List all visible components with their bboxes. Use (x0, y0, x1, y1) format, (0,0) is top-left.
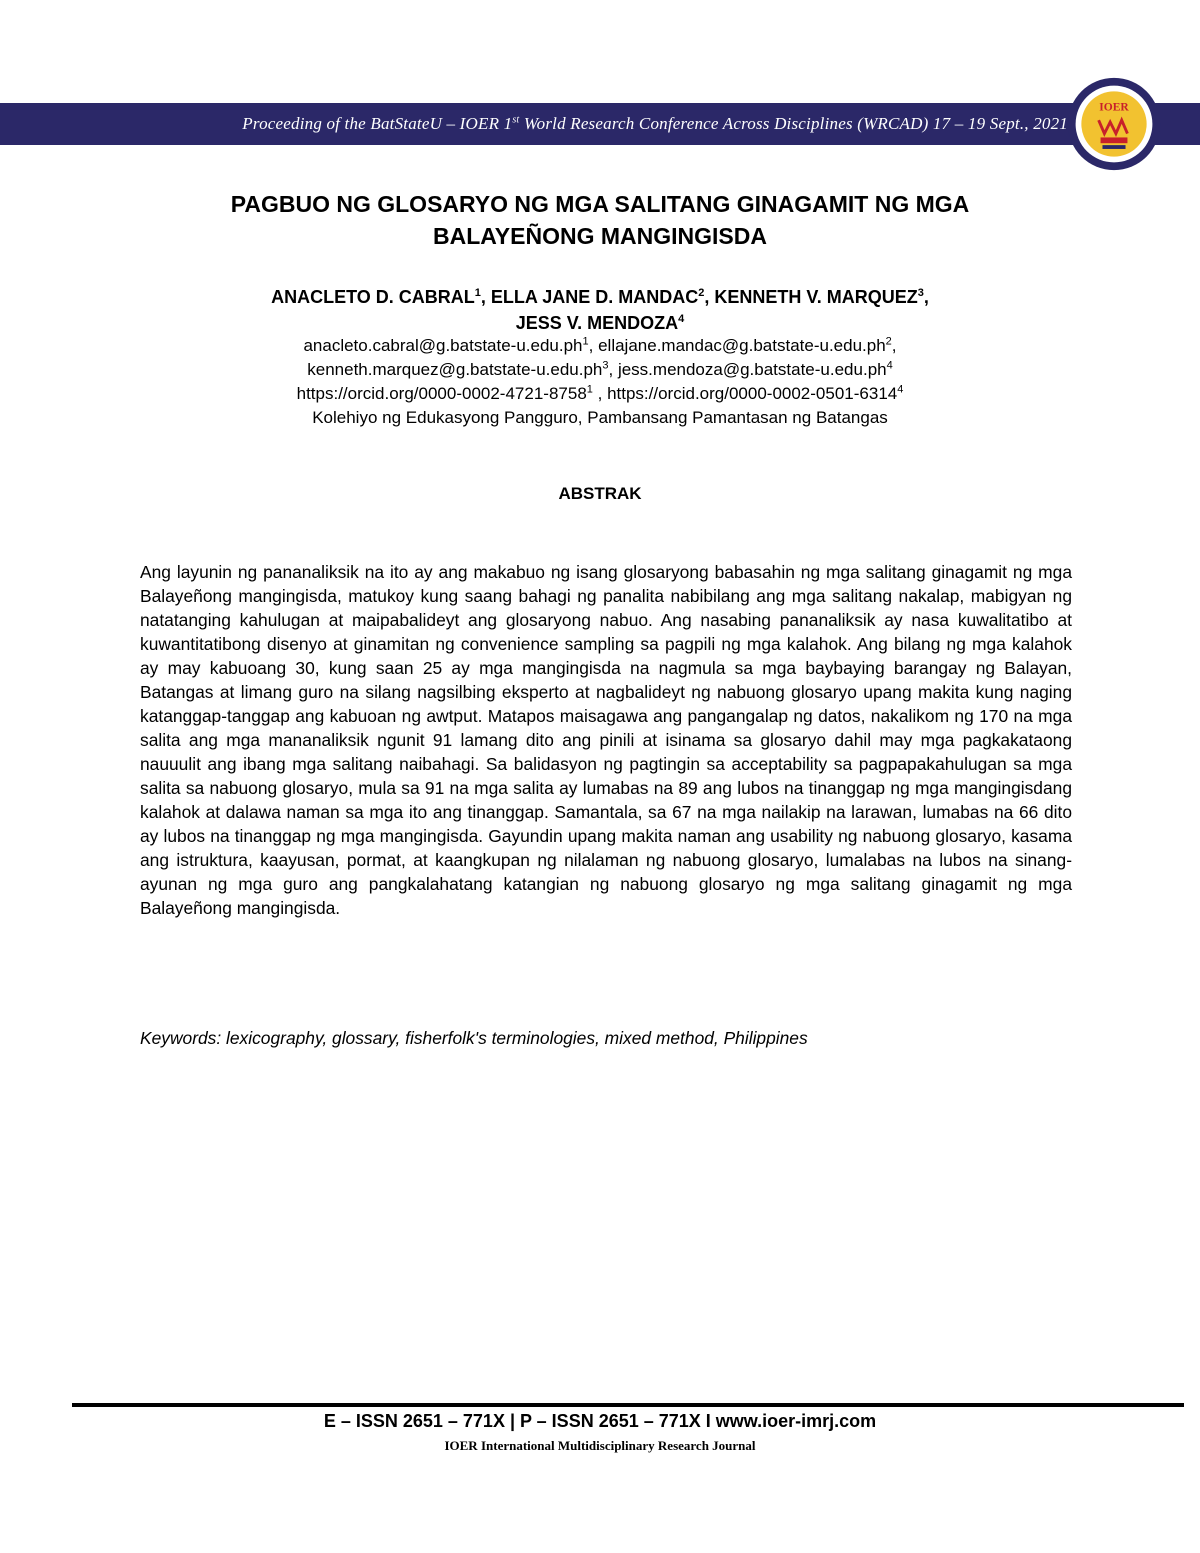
email-link[interactable]: kenneth.marquez@g.batstate-u.edu.ph (307, 360, 603, 379)
orcid-link[interactable]: https://orcid.org/0000-0002-0501-6314 (607, 384, 898, 403)
footer-divider (72, 1403, 1184, 1407)
author-list: ANACLETO D. CABRAL$^1$, ELLA JANE D. MANDAC$^2$, KENNETH V. MARQUEZ$^3$, JESS V. MENDOZA$^4$ (271, 287, 929, 333)
author-name: KENNETH V. MARQUEZ (714, 287, 918, 307)
abstract-body: Ang layunin ng pananaliksik na ito ay ang makabuo ng isang glosaryong babasahin ng mga salitang ginagamit ng mga Balayeñong mangingisda, matukoy kung saang bahagi ng panalita nabibilang ang mga salitang nakalap, mabigyan ng natatanging kahulugan at maipabalideyt ang glosaryong nabuo. Ang nasabing pananaliksik ay nasa kuwalitatibo at kuwantitatibong disenyo at ginamitan ng convenience sampling sa pagpili ng mga kalahok. Ang bilang ng mga kalahok ay may kabuoang 30, kung saan 25 ay mga mangingisda na nagmula sa mga baybaying barangay ng Balayan, Batangas at limang guro na silang nagsilbing eksperto at nagbalideyt ng nabuong glosaryo upang makita kung naging katanggap-tanggap ang kabuoan ng awtput. Matapos maisagawa ang pangangalap ng datos, nakalikom ng 170 na mga salita ang mga mananaliksik ngunit 91 lamang dito ang pinili at isinama sa glosaryo dahil may mga pagkakataong nauuulit ang ibang mga salitang naibahagi. Sa balidasyon ng pagtingin sa acceptability sa pagpapakahulugan sa mga salita sa nabuong glosaryo, mula sa 91 na mga salita ay lumabas na 89 ang lubos na tinanggap ng mga mangingisdang kalahok at dalawa naman sa mga ito ang tinanggap. Samantala, sa 67 na mga nailakip na larawan, lumabas na 66 dito ay lubos na tinanggap ng mga mangingisda. Gayundin upang makita naman ang usability ng nabuong glosaryo, kasama ang istruktura, kaayusan, pormat, at kaangkupan ng nilalaman ng nabuong glosaryo, lumalabas na lubos na sinang-ayunan ng mga guro ang pangkalahatang katangian ng nabuong glosaryo ng mga salitang ginagamit ng mga Balayeñong mangingisda. (140, 562, 1072, 918)
keywords: Keywords: lexicography, glossary, fisherfolk's terminologies, mixed method, Philippines (140, 1028, 808, 1048)
affiliation: Kolehiyo ng Edukasyong Pangguro, Pambansang Pamantasan ng Batangas (312, 408, 888, 427)
footer-issn: E – ISSN 2651 – 771X | P – ISSN 2651 – 771X I www.ioer-imrj.com (323, 1411, 877, 1431)
header-banner (0, 103, 1200, 145)
email-link[interactable]: jess.mendoza@g.batstate-u.edu.ph (617, 360, 887, 379)
conference-proceeding-title: Proceeding of the BatStateU – IOER 1st World Research Conference Across Disciplines (WRCAD) 17 – 19 Sept., 2021 (242, 114, 1068, 133)
author-name: JESS V. MENDOZA (515, 313, 679, 333)
author-name: ELLA JANE D. MANDAC (490, 287, 699, 307)
orcid-link[interactable]: https://orcid.org/0000-0002-4721-8758 (296, 384, 587, 403)
logo-text: IOER (1099, 101, 1129, 114)
email-link[interactable]: anacleto.cabral@g.batstate-u.edu.ph (303, 336, 583, 355)
author-contacts: $anacleto.cabral@g.batstate-u.edu.ph^1$, $ellajane.mandac@g.batstate-u.edu.ph^2$, $kenneth.marquez@g.batstate-u.edu.ph^3$, $jess.mendoza@g.batstate-u.edu.ph^4$ https://orcid.org/0000-0002-4721-8758$^1$ , https://orcid.org/0000-0002-0501-6314$^4$ Kolehiyo ng Edukasyong Pangguro, Pambansang Pamantasan ng Batangas (100, 334, 1100, 430)
ioer-logo (1066, 76, 1162, 172)
footer-journal-name: IOER International Multidisciplinary Research Journal (444, 1438, 756, 1453)
author-name: ANACLETO D. CABRAL (271, 287, 475, 307)
paper-title: PAGBUO NG GLOSARYO NG MGA SALITANG GINAGAMIT NG MGA BALAYEÑONG MANGINGISDA (230, 191, 970, 249)
email-link[interactable]: ellajane.mandac@g.batstate-u.edu.ph (598, 336, 886, 355)
abstract-heading: ABSTRAK (558, 484, 642, 503)
